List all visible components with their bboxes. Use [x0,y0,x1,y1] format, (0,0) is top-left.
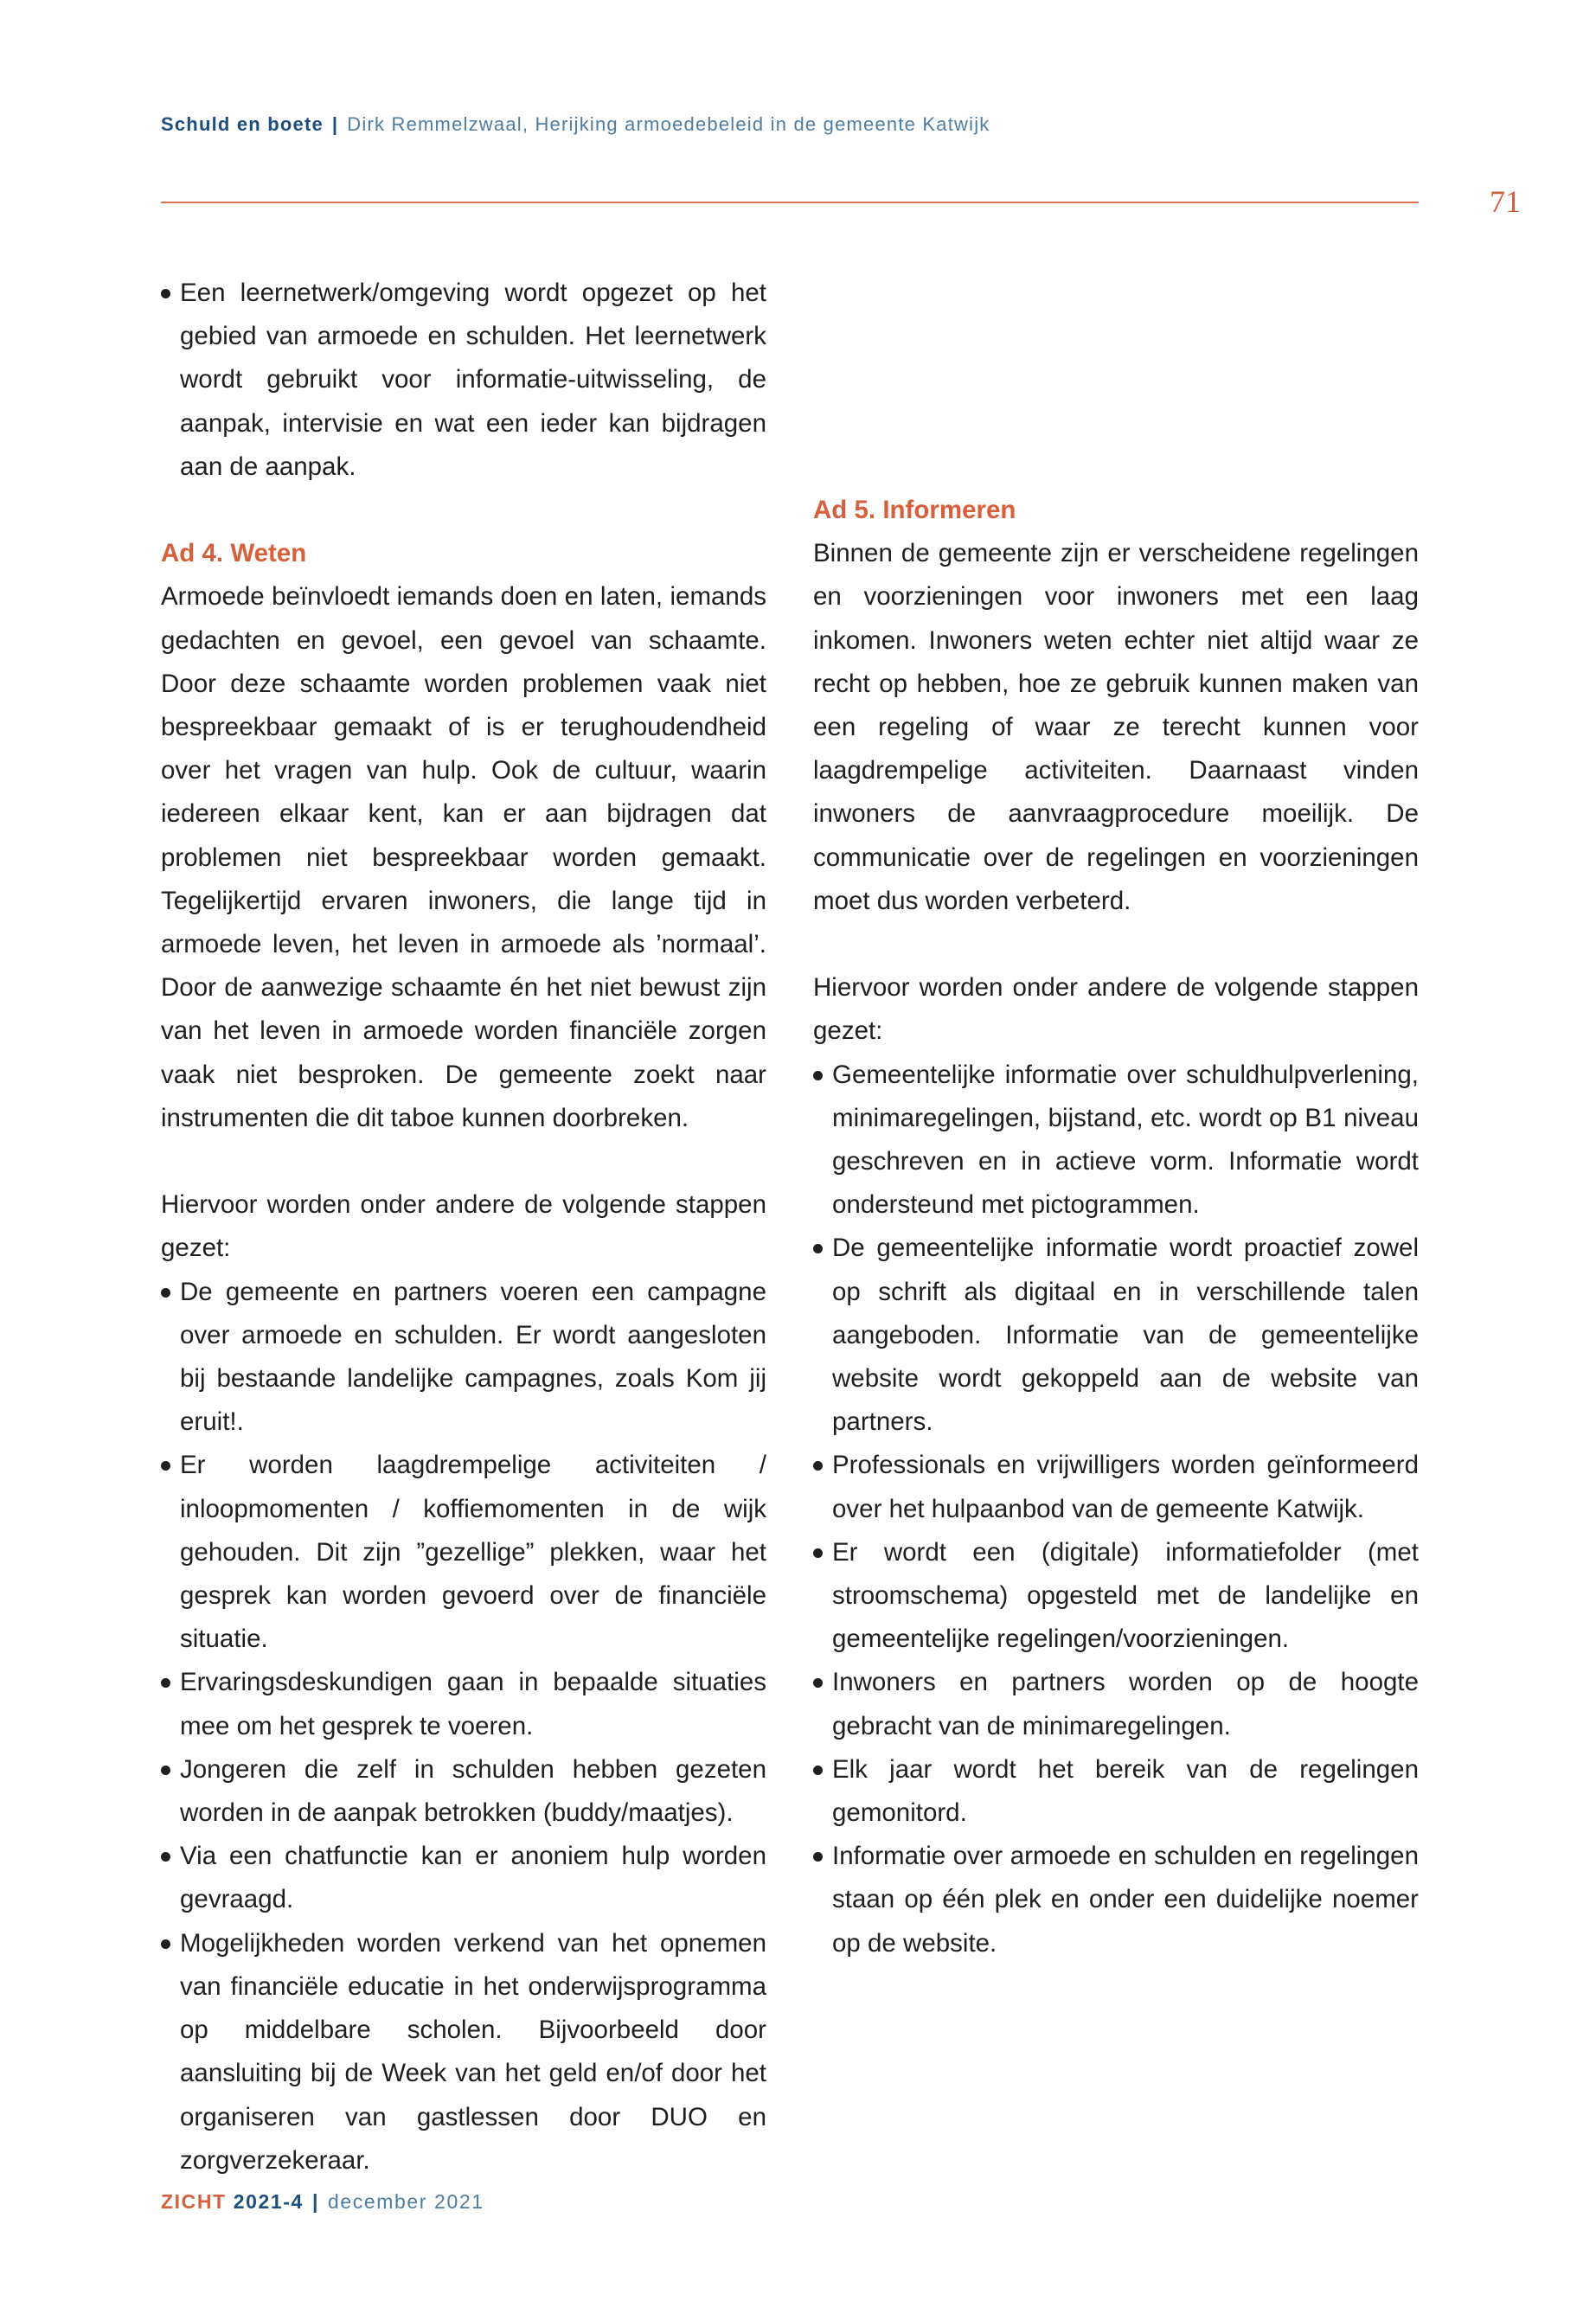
steps-intro-informeren: Hiervoor worden onder andere de volgende stappen gezet: [813,973,1419,1046]
section-heading-informeren: Ad 5. Informeren [813,495,1016,524]
list-item: Er worden laagdrempelige activiteiten / inloopmomenten / koffiemomenten in de wijk gehouden. Dit zijn ”gezellige” plekken, waar het gesprek kan worden gevoerd over de financiële situatie. [161,1444,766,1661]
paragraph-weten: Armoede beïnvloedt iemands doen en laten, iemands gedachten en gevoel, een gevoel van schaamte. Door deze schaamte worden problemen vaak niet bespreekbaar gemaakt of is er terughoudendheid over het vragen van hulp. Ook de cultuur, waarin iedereen elkaar kent, kan er aan bijdragen dat problemen niet bespreekbaar worden gemaakt. Tegelijkertijd ervaren inwoners, die lange tijd in armoede leven, het leven in armoede als ’normaal’. Door de aanwezige schaamte én het niet bewust zijn van het leven in armoede worden financiële zorgen vaak niet besproken. De gemeente zoekt naar instrumenten die dit taboe kunnen doorbreken. [161,582,766,1132]
left-column [161,272,766,2182]
right-column [813,272,1419,1965]
list-item: Informatie over armoede en schulden en regelingen staan op één plek en onder een duidelijke noemer op de website. [813,1835,1419,1965]
footer-issue: 2021-4 [233,2190,304,2213]
page-number: 71 [1490,184,1521,219]
list-item: De gemeente en partners voeren een campagne over armoede en schulden. Er wordt aangesloten bij bestaande landelijke campagnes, zoals Kom jij eruit!. [161,1271,766,1445]
list-item: Er wordt een (digitale) informatiefolder (met stroomschema) opgesteld met de landelijke en gemeentelijke regelingen/voorzieningen. [813,1531,1419,1662]
list-item: Jongeren die zelf in schulden hebben gezeten worden in de aanpak betrokken (buddy/maatjes). [161,1748,766,1835]
header-series: Schuld en boete [161,113,324,135]
list-item: De gemeentelijke informatie wordt proactief zowel op schrift als digitaal en in verschillende talen aangeboden. Informatie van de gemeentelijke website wordt gekoppeld aan de website van partners. [813,1227,1419,1444]
header-subtitle: Dirk Remmelzwaal, Herijking armoedebeleid in de gemeente Katwijk [347,113,990,135]
list-item: Een leernetwerk/omgeving wordt opgezet op het gebied van armoede en schulden. Het leernetwerk wordt gebruikt voor informatie-uitwisseling, de aanpak, intervisie en wat een ieder kan bijdragen aan de aanpak. [161,272,766,489]
list-item: Professionals en vrijwilligers worden geïnformeerd over het hulpaanbod van de gemeente Katwijk. [813,1444,1419,1530]
section-heading-weten: Ad 4. Weten [161,539,307,568]
intro-bullet-list [161,272,766,489]
header-separator: | [331,113,339,135]
running-header [161,113,990,136]
list-item: Via een chatfunctie kan er anoniem hulp worden gevraagd. [161,1835,766,1921]
list-item: Mogelijkheden worden verkend van het opnemen van financiële educatie in het onderwijsprogramma op middelbare scholen. Bijvoorbeeld door aansluiting bij de Week van het geld en/of door het organiseren van gastlessen door DUO en zorgverzekeraar. [161,1922,766,2182]
bullet-list-informeren [813,1054,1419,1965]
list-item: Ervaringsdeskundigen gaan in bepaalde situaties mee om het gesprek te voeren. [161,1661,766,1747]
paragraph-informeren: Binnen de gemeente zijn er verscheidene regelingen en voorzieningen voor inwoners met een laag inkomen. Inwoners weten echter niet altijd waar ze recht op hebben, hoe ze gebruik kunnen maken van een regeling of waar ze terecht kunnen voor laagdrempelige activiteiten. Daarnaast vinden inwoners de aanvraagprocedure moeilijk. De communicatie over de regelingen en voorzieningen moet dus worden verbeterd. [813,539,1419,915]
bullet-list-weten [161,1271,766,2182]
steps-intro-weten: Hiervoor worden onder andere de volgende stappen gezet: [161,1190,766,1263]
header-rule [161,202,1419,203]
running-footer [161,2190,484,2214]
footer-magazine: ZICHT [161,2190,227,2213]
list-item: Gemeentelijke informatie over schuldhulpverlening, minimaregelingen, bijstand, etc. wordt op B1 niveau geschreven en in actieve vorm. Informatie wordt ondersteund met pictogrammen. [813,1054,1419,1227]
footer-separator: | [311,2190,319,2213]
footer-date: december 2021 [327,2190,484,2213]
list-item: Elk jaar wordt het bereik van de regelingen gemonitord. [813,1748,1419,1835]
list-item: Inwoners en partners worden op de hoogte gebracht van de minimaregelingen. [813,1661,1419,1747]
